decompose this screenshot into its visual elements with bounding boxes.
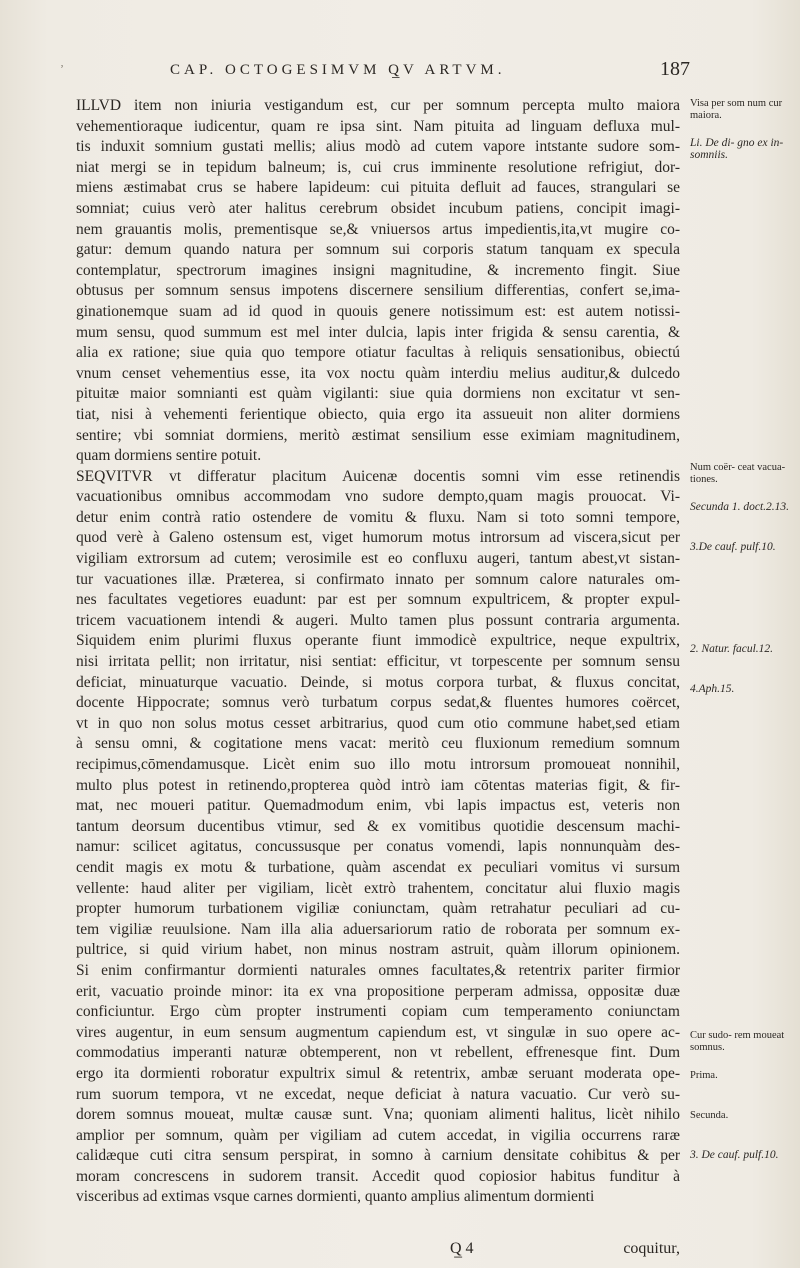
text-line: moram concrescens in sudorem transit. Accedit quod copiosior habitus funditur à [76, 1167, 680, 1185]
text-line: ILLVD item non iniuria vestigandum est, cur per somnum percepta multo maiora [76, 97, 680, 114]
text-line: SEQVITVR vt differatur placitum Auicenæ docentis somni vim esse retinendis [76, 467, 680, 485]
text-line: quod verè à Galeno ostensum est, viget humorum motus introrsum ad viscera,sicut per [76, 529, 680, 547]
margin-note-text: Visa per som num cur maiora. [690, 98, 783, 121]
text-line: vellente: haud aliter per vigiliam, licèt extrò trahentem, concitatur alui fluxio magis [76, 879, 680, 897]
margin-note-text: Secunda 1. doct.2.13. [690, 501, 790, 513]
margin-note-text: Num coër- ceat vacua- tiones. [690, 462, 786, 485]
text-line: tiat, nisi à vehementi ferientique obiecto, quia ergo ita assueuit non aliter dormiens [76, 405, 680, 423]
text-line: ginationemque suam ad id quod in quouis genere notissimum est: est autem notissi- [76, 302, 680, 320]
text-line: propter humorum turbationem vigiliæ coniunctam, quàm retrahatur peculiari ad cu- [76, 900, 680, 918]
margin-note-text: Prima. [690, 1070, 718, 1081]
body-text [76, 96, 680, 1208]
margin-note [690, 502, 790, 514]
text-line: Si enim confirmantur dormienti naturales omnes facultates,& retentrix pariter firmior [76, 961, 680, 979]
margin-note-text: Secunda. [690, 1110, 729, 1121]
margin-note [690, 1110, 790, 1122]
text-line: dorem somnus moueat, multæ causæ sunt. Vna; quoniam alimenti halitus, licèt nihilo [76, 1106, 680, 1124]
text-line: erit, vacuatio proinde minor: ita ex vna propositione perperam admissa, oppositæ duæ [76, 982, 680, 1000]
margin-note [690, 1030, 790, 1053]
text-line: pituitæ maior somnianti est quàm vigilanti: siue quia dormiens non excitatur vt sen- [76, 385, 680, 403]
catchword: coquitur, [623, 1240, 680, 1257]
text-line: vacuationibus omnibus accommodam vno sudore dempto,quam magis prouocat. Vi- [76, 488, 680, 506]
text-line: pultrice, si quid virium habet, non minus nostram astruit, quàm illorum opinionem. [76, 941, 680, 959]
margin-note [690, 98, 790, 121]
text-line: vigiliam extrorsum ad cutem; verosimile est eo confluxu augeri, tantum abest,vt sistan- [76, 550, 680, 568]
text-line: tantum deorsum ducentibus vtimur, sed & ex vomitibus quotidie descensum machi- [76, 817, 680, 835]
text-line: miens æstimabat crus se habere lapideum: cui pituita defluit ad fauces, strangulari se [76, 179, 680, 197]
chapter-title: CAP. OCTOGESIMVM Q̲V ARTVM. [170, 62, 506, 78]
text-line: contemplatur, spectrorum imagines insigni magnitudine, & incremento fingit. Siue [76, 261, 680, 279]
page-number: 187 [660, 58, 690, 80]
text-line: visceribus ad extimas vsque carnes dormienti, quanto amplius alimentum dormienti [76, 1188, 595, 1206]
text-line: rum suorum tempora, vt ne excedat, neque deficiat à natura vacuatio. Cur verò su- [76, 1085, 680, 1103]
signature-mark: Q̲ 4 [450, 1240, 474, 1257]
margin-note [690, 1070, 790, 1082]
margin-note [690, 684, 790, 696]
text-line: nem grauantis molis, prementisque se,& vniuersos artus impedientis,ita,vt mugire co- [76, 220, 680, 238]
text-line: somniat; cuius verò ater halitus cerebrum obsidet incubum patiens, concipit imagi- [76, 199, 680, 217]
text-line: vires augentur, in eum sensum augmentum capiendum est, vt singulæ in suo opere ac- [76, 1023, 680, 1041]
text-line: multo plus potest in retinendo,propterea quòd intrò iam cōtentas materias figit, & fir- [76, 776, 680, 794]
text-line: docente Hippocrate; somnus verò turbatum corpus sedat,& fluentes humores coërcet, [76, 694, 680, 712]
margin-note [690, 1150, 790, 1162]
text-line: tricem vacuationem intendi & augeri. Multo tamen plus possunt contraria argumenta. [76, 611, 680, 629]
text-line: obtusus per somnum sensus impotens discernere sensilium differentias, confert se,ima- [76, 282, 680, 300]
margin-note [690, 462, 790, 485]
text-line: nes facultates vegetiores euadunt: par est per somnum expultricem, & propter expul- [76, 591, 680, 609]
margin-note [690, 644, 790, 656]
text-line: amplior per somnum, quàm per vigiliam ad cutem accedat, in vigilia occurrens raræ [76, 1126, 680, 1144]
running-header [170, 58, 690, 84]
text-line: nisi irritata pellit; non irritatur, nisi sentiat: efficitur, vt torpescente per somnum sensu [76, 653, 680, 671]
text-line: sentire; vbi somniat dormiens, meritò æstimat sensilium esse eximiam magnitudinem, [76, 426, 680, 444]
margin-note-text: 3.De cauf. pulf.10. [690, 541, 776, 553]
text-line: vnum censet vehementius esse, ita vox noctu quàm interdiu melius auditur,& dulcedo [76, 364, 680, 382]
margin-note-text: Li. De di- gno ex in- somniis. [690, 137, 784, 161]
text-line: cendit magis ex motu & turbatione, quàm ascendat ex peculiari vomitus vi sursum [76, 858, 680, 876]
text-line: tis induxit somnium gustati mellis; alius modò ad cutem vapore intstante sudore som- [76, 138, 680, 156]
text-line: commodatius imperanti naturæ obtemperent, non vt rebellent, effrenesque fint. Dum [76, 1044, 680, 1062]
text-line: vt in quo non solus motus cesset arbitrarius, quod cum otio commune habet,sed etiam [76, 714, 680, 732]
margin-note [690, 542, 790, 554]
text-line: conficiuntur. Ergo cùm propter instrumenti copiam cum temperamento coniunctam [76, 1003, 680, 1021]
text-line: mum sensu, quod summum est mel inter dulcia, lapis inter frigida & sensu carentia, & [76, 323, 680, 341]
page-mark: ʼ [60, 62, 64, 76]
margin-note-text: Cur sudo- rem moueat somnus. [690, 1030, 785, 1053]
text-line: Siquidem enim plurimi fluxus operante fiunt immodicè expultrice, neque expultrix, [76, 632, 680, 650]
text-line: deficiat, minuaturque vacuatio. Deinde, si motus corpora turbat, & fluxus concitat, [76, 673, 680, 691]
text-line: calidæque cuti citra sensum perspirat, in somno à carnium densitate cohibitus & per [76, 1147, 680, 1165]
text-line: quam dormiens sentire potuit. [76, 447, 262, 465]
text-line: tem vigiliæ reuulsione. Nam illa alia aduersariorum ratio de roborata per somnum ex- [76, 920, 680, 938]
text-line: niat mergi se in tepidum balneum; is, cui crus imminente resolutione refrigiut, dor- [76, 158, 680, 176]
text-line: vehementioraque iudicentur, quam re ipsa sint. Nam pituita ad linguam defluxa mul- [76, 117, 680, 135]
margin-note-text: 4.Aph.15. [690, 683, 735, 695]
margin-note-text: 3. De cauf. pulf.10. [690, 1149, 779, 1161]
text-line: gatur: demum quando natura per somnum sui corporis statum tanquam ex specula [76, 241, 680, 259]
text-line: namur: scilicet agitatus, concussusque per conatus vomendi, lapis nonnunquàm des- [76, 838, 680, 856]
text-line: mat, nec moueri patitur. Quemadmodum enim, vbi lapis impactus est, veteris non [76, 797, 680, 815]
text-line: detur enim contrà ratio ostendere de vomitu & fluxu. Nam si toto somni tempore, [76, 508, 680, 526]
text-line: tur vacuationes illæ. Præterea, si confirmato innato per somnum calore naturales om- [76, 570, 680, 588]
margin-note-text: 2. Natur. facul.12. [690, 643, 774, 655]
text-line: recipimus,cōmendamusque. Licèt enim suo illo motu introrsum promoueat nonnihil, [76, 756, 680, 773]
page-footer [450, 1240, 680, 1262]
text-line: ergo ita dormienti roboratur expultrix simul & retentrix, ambæ seruant moderata ope- [76, 1064, 680, 1082]
text-line: à sensu omni, & cogitatione mens vacat: meritò ceu fluxionum remedium somnum [76, 735, 680, 753]
text-line: alia ex ratione; siue quia quo tempore otiatur facultas à reliquis sensationibus, obiectú [76, 344, 680, 362]
margin-note [690, 138, 790, 161]
